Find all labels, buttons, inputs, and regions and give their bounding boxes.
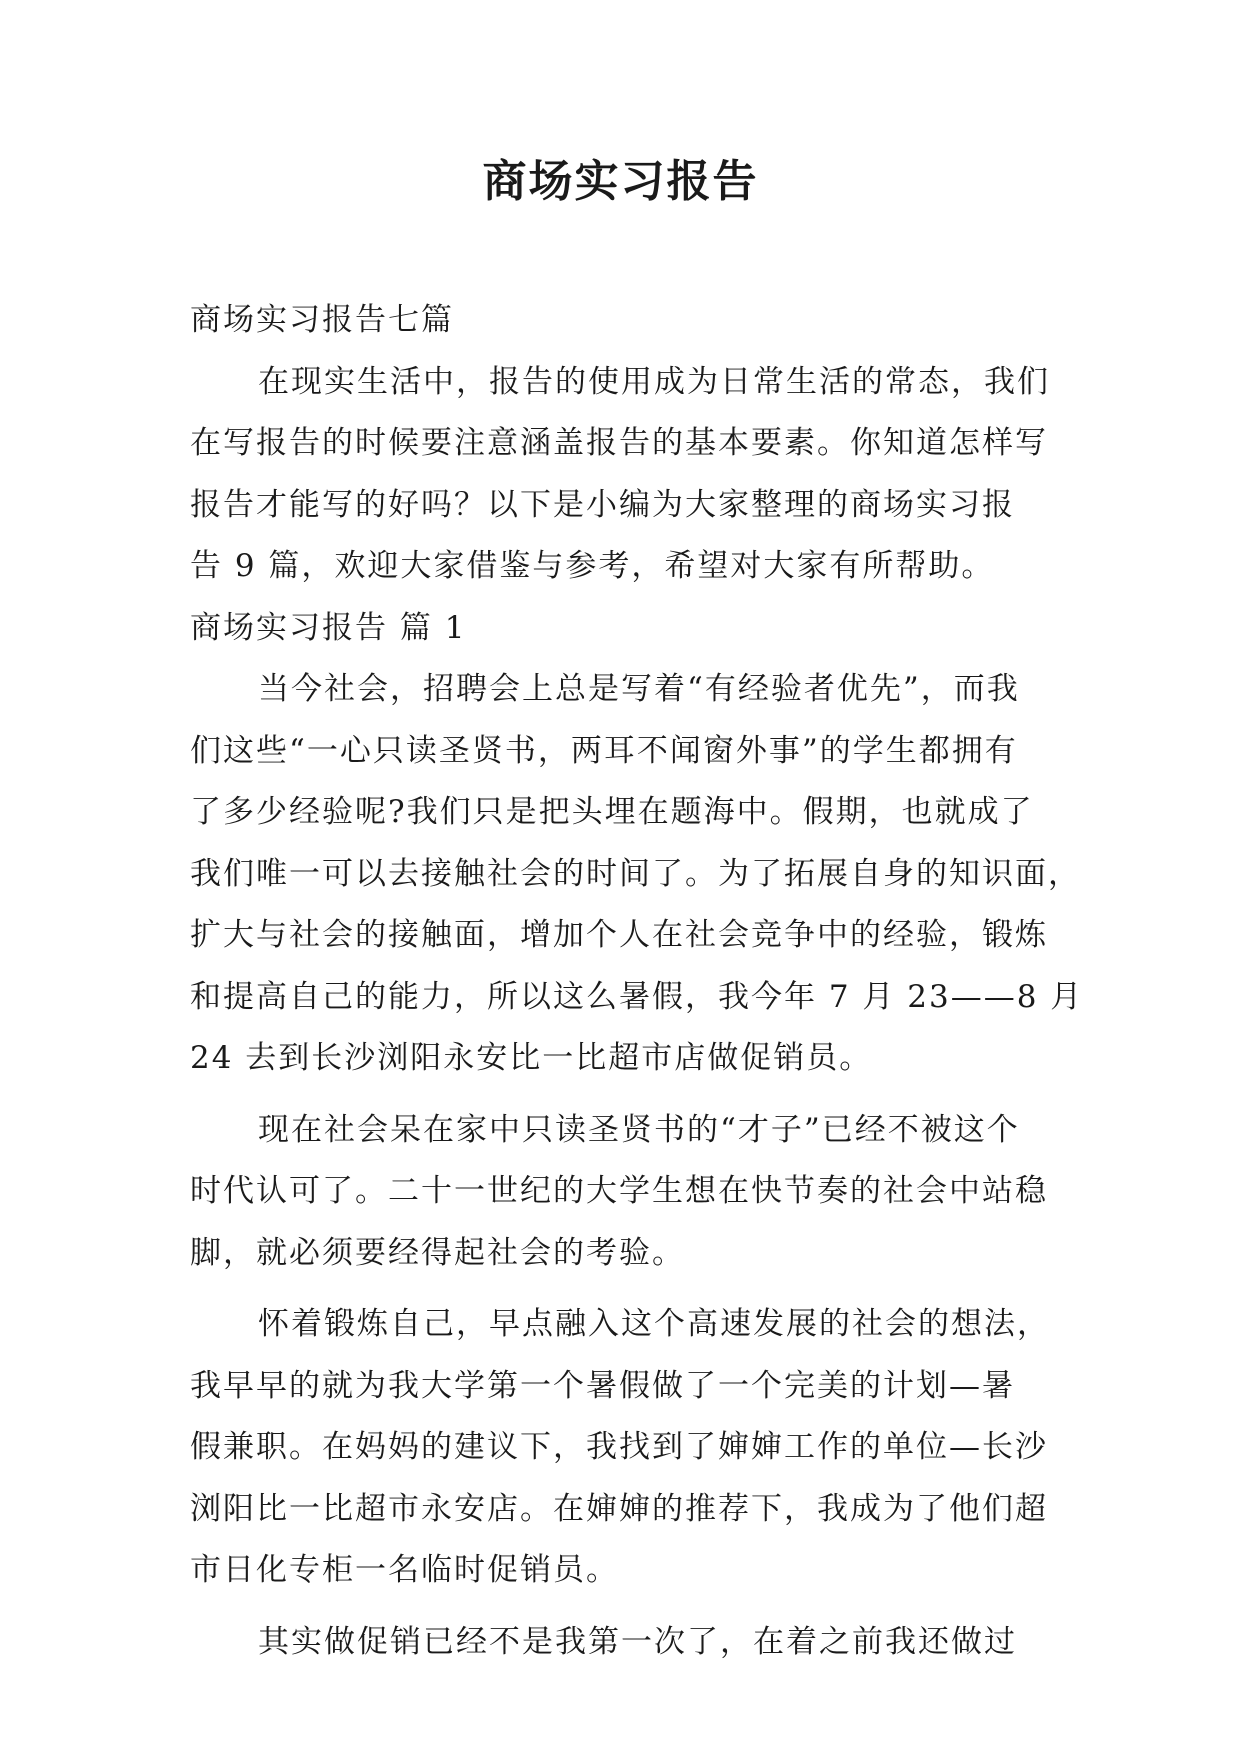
text-line: 脚，就必须要经得起社会的考验。 — [190, 1234, 685, 1271]
text-line: 其实做促销已经不是我第一次了，在着之前我还做过 — [258, 1623, 1017, 1660]
text-line: 们这些“一心只读圣贤书，两耳不闻窗外事”的学生都拥有 — [190, 732, 1018, 769]
text-line: 和提高自己的能力，所以这么暑假，我今年 7 月 23——8 月 — [190, 978, 1084, 1015]
text-line: 报告才能写的好吗？以下是小编为大家整理的商场实习报 — [190, 486, 1015, 523]
text-line: 我们唯一可以去接触社会的时间了。为了拓展自身的知识面， — [190, 855, 1081, 892]
text-line: 怀着锻炼自己，早点融入这个高速发展的社会的想法， — [258, 1306, 1050, 1342]
document-body — [190, 290, 1084, 1673]
text-line: 了多少经验呢?我们只是把头埋在题海中。假期，也就成了 — [190, 794, 1034, 830]
document-title: 商场实习报告 — [482, 156, 759, 207]
text-line: 扩大与社会的接触面，增加个人在社会竞争中的经验，锻炼 — [190, 917, 1048, 953]
text-line: 商场实习报告 篇 1 — [190, 609, 467, 646]
text-line: 浏阳比一比超市永安店。在婶婶的推荐下，我成为了他们超 — [190, 1490, 1048, 1527]
text-line: 商场实习报告七篇 — [190, 302, 454, 338]
text-line: 时代认可了。二十一世纪的大学生想在快节奏的社会中站稳 — [190, 1173, 1048, 1209]
text-line: 当今社会，招聘会上总是写着“有经验者优先”，而我 — [258, 671, 1020, 707]
text-line: 告 9 篇，欢迎大家借鉴与参考，希望对大家有所帮助。 — [190, 548, 995, 584]
text-line: 24 去到长沙浏阳永安比一比超市店做促销员。 — [190, 1040, 873, 1076]
text-line: 在写报告的时候要注意涵盖报告的基本要素。你知道怎样写 — [190, 425, 1048, 461]
text-line: 我早早的就为我大学第一个暑假做了一个完美的计划—暑 — [190, 1367, 1015, 1404]
text-line: 现在社会呆在家中只读圣贤书的“才子”已经不被这个 — [258, 1111, 1020, 1148]
text-line: 假兼职。在妈妈的建议下，我找到了婶婶工作的单位—长沙 — [190, 1429, 1048, 1465]
text-line: 在现实生活中，报告的使用成为日常生活的常态，我们 — [258, 363, 1050, 400]
text-line: 市日化专柜一名临时促销员。 — [190, 1552, 619, 1588]
